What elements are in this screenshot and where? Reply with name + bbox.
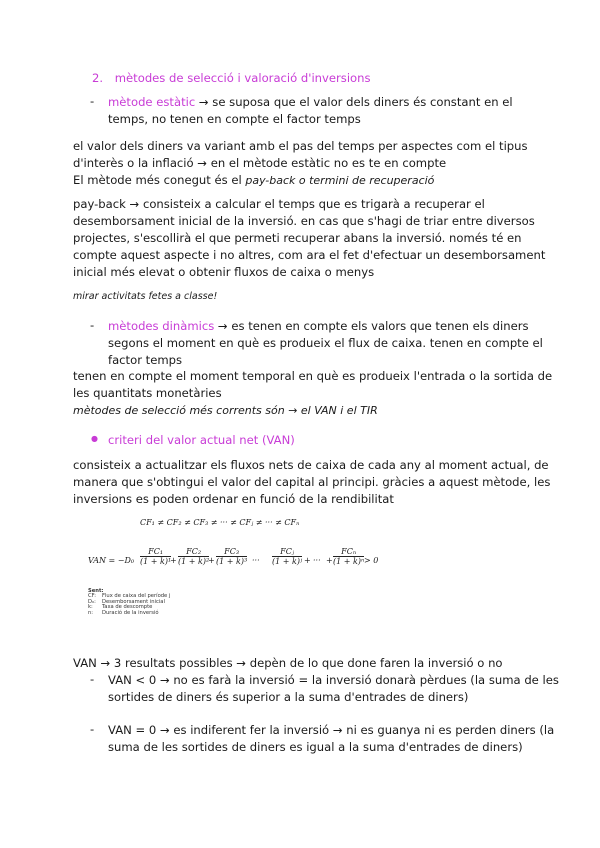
para-payback-line: pay-back → consisteix a calcular el temps que es trigarà a recuperar el <box>73 197 485 211</box>
para-van-line: consisteix a actualitzar els fluxos nets de caixa de cada any al moment actual, de <box>73 458 549 472</box>
best-known-line <box>73 172 434 189</box>
formula-term <box>333 547 364 566</box>
legend-title: Sent: <box>88 588 104 594</box>
term-denominator: (1 + k)³ <box>216 557 248 566</box>
dynamic-method-line1 <box>108 318 529 335</box>
para-dynamic-line: tenen en compte el moment temporal en què es produeix l'entrada o la sortida de <box>73 369 553 383</box>
term-numerator: FC₁ <box>140 547 171 557</box>
ellipsis: ··· <box>313 556 321 565</box>
para-payback-line: desemborsament inicial de la inversió. en cas que s'hagi de triar entre diversos <box>73 214 535 228</box>
plus-sign: + <box>304 556 311 565</box>
para-payback-line: compte aquest aspecte i no altres, com ara el fet d'efectuar un desemborsament <box>73 248 546 262</box>
term-numerator: FC₂ <box>178 547 209 557</box>
cf-inequality: CF₁ ≠ CF₂ ≠ CF₃ ≠ ··· ≠ CFⱼ ≠ ··· ≠ CFₙ <box>140 518 300 527</box>
term-numerator: FC₃ <box>216 547 247 557</box>
result-zero-line: VAN = 0 → es indiferent fer la inversió → ni es guanya ni es perden diners (la <box>108 723 555 737</box>
formula-term <box>178 547 209 566</box>
legend-symbol: CF: <box>88 593 96 600</box>
dynamic-method-line2: segons el moment en què es produeix el flux de caixa. tenen en compte el <box>108 336 543 350</box>
para-payback-line: inicial més elevat o obtenir fluxos de caixa o menys <box>73 265 375 279</box>
formula-term <box>272 547 302 566</box>
best-known-prefix: El mètode més conegut és el <box>73 173 246 187</box>
common-methods-line: mètodes de selecció més corrents són → el VAN i el TIR <box>73 404 378 417</box>
para-static-line: el valor dels diners va variant amb el pas del temps per aspectes com el tipus <box>73 139 528 153</box>
para-payback-line: projectes, s'escollirà el que permeti recuperar abans la inversió. només té en <box>73 231 522 245</box>
term-denominator: (1 + k)¹ <box>140 557 172 566</box>
formula-term <box>140 547 171 566</box>
ellipsis: ··· <box>252 556 260 565</box>
static-method-line1 <box>108 94 513 111</box>
formula-term <box>216 547 247 566</box>
static-method-desc: → se suposa que el valor dels diners és constant en el <box>195 95 513 109</box>
dash-marker: - <box>90 722 95 736</box>
dash-marker: - <box>90 94 95 108</box>
greater-than-zero: > 0 <box>364 556 379 565</box>
para-van-line: manera que s'obtingui el valor del capital al principi. gràcies a aquest mètode, les <box>73 475 551 489</box>
term-numerator: FCₙ <box>333 547 364 557</box>
section-title: mètodes de selecció i valoració d'inversions <box>114 71 371 85</box>
legend-desc: Desemborsament inicial <box>102 598 165 605</box>
van-results-intro: VAN → 3 resultats possibles → depèn de lo que done faren la inversió o no <box>73 656 503 670</box>
legend-desc: Flux de caixa del període j <box>102 593 171 600</box>
legend-symbol: D₀: <box>88 598 96 605</box>
plus-sign: + <box>326 556 333 565</box>
term-denominator: (1 + k)ⁿ <box>333 557 365 566</box>
best-known-emph: pay-back o termini de recuperació <box>245 174 435 187</box>
legend-symbol: n: <box>88 609 94 616</box>
result-negative-line: VAN < 0 → no es farà la inversió = la inversió donarà pèrdues (la suma de les <box>108 673 559 687</box>
para-dynamic-line: les quantitats monetàries <box>73 386 222 400</box>
van-formula <box>88 545 388 577</box>
result-negative-line: sortides de diners és superior a la suma d'entrades de diners) <box>108 690 469 704</box>
section-number: 2. <box>92 71 104 85</box>
term-numerator: FCⱼ <box>272 547 302 557</box>
section-heading <box>92 70 371 87</box>
result-zero-line: suma de les sortides de diners es igual a la suma d'entrades de diners) <box>108 740 523 754</box>
dynamic-method-desc: → es tenen en compte els valors que tenen els diners <box>214 319 529 333</box>
dash-marker: - <box>90 318 95 332</box>
term-denominator: (1 + k)² <box>178 557 210 566</box>
para-van-line: inversions es poden ordenar en funció de la rendibilitat <box>73 492 394 506</box>
formula-legend <box>88 589 208 616</box>
bullet-icon: ● <box>91 434 98 443</box>
legend-desc: Duració de la inversió <box>102 609 159 616</box>
legend-symbol: k: <box>88 604 93 611</box>
formula-lhs: VAN = −D₀ <box>88 556 135 565</box>
classwork-note: mirar activitats fetes a classe! <box>73 291 218 302</box>
term-denominator: (1 + k)ʲ <box>272 557 303 566</box>
plus-sign: + <box>170 556 177 565</box>
van-heading: criteri del valor actual net (VAN) <box>108 433 295 447</box>
legend-desc: Taxa de descompte <box>102 604 153 611</box>
static-method-term: mètode estàtic <box>108 95 196 109</box>
plus-sign: + <box>208 556 215 565</box>
para-static-line: d'interès o la inflació → en el mètode estàtic no es te en compte <box>73 156 447 170</box>
legend-row <box>88 611 208 616</box>
dynamic-method-term: mètodes dinàmics <box>108 319 215 333</box>
dash-marker: - <box>90 672 95 686</box>
dynamic-method-line3: factor temps <box>108 353 183 367</box>
static-method-line2: temps, no tenen en compte el factor temps <box>108 112 361 126</box>
